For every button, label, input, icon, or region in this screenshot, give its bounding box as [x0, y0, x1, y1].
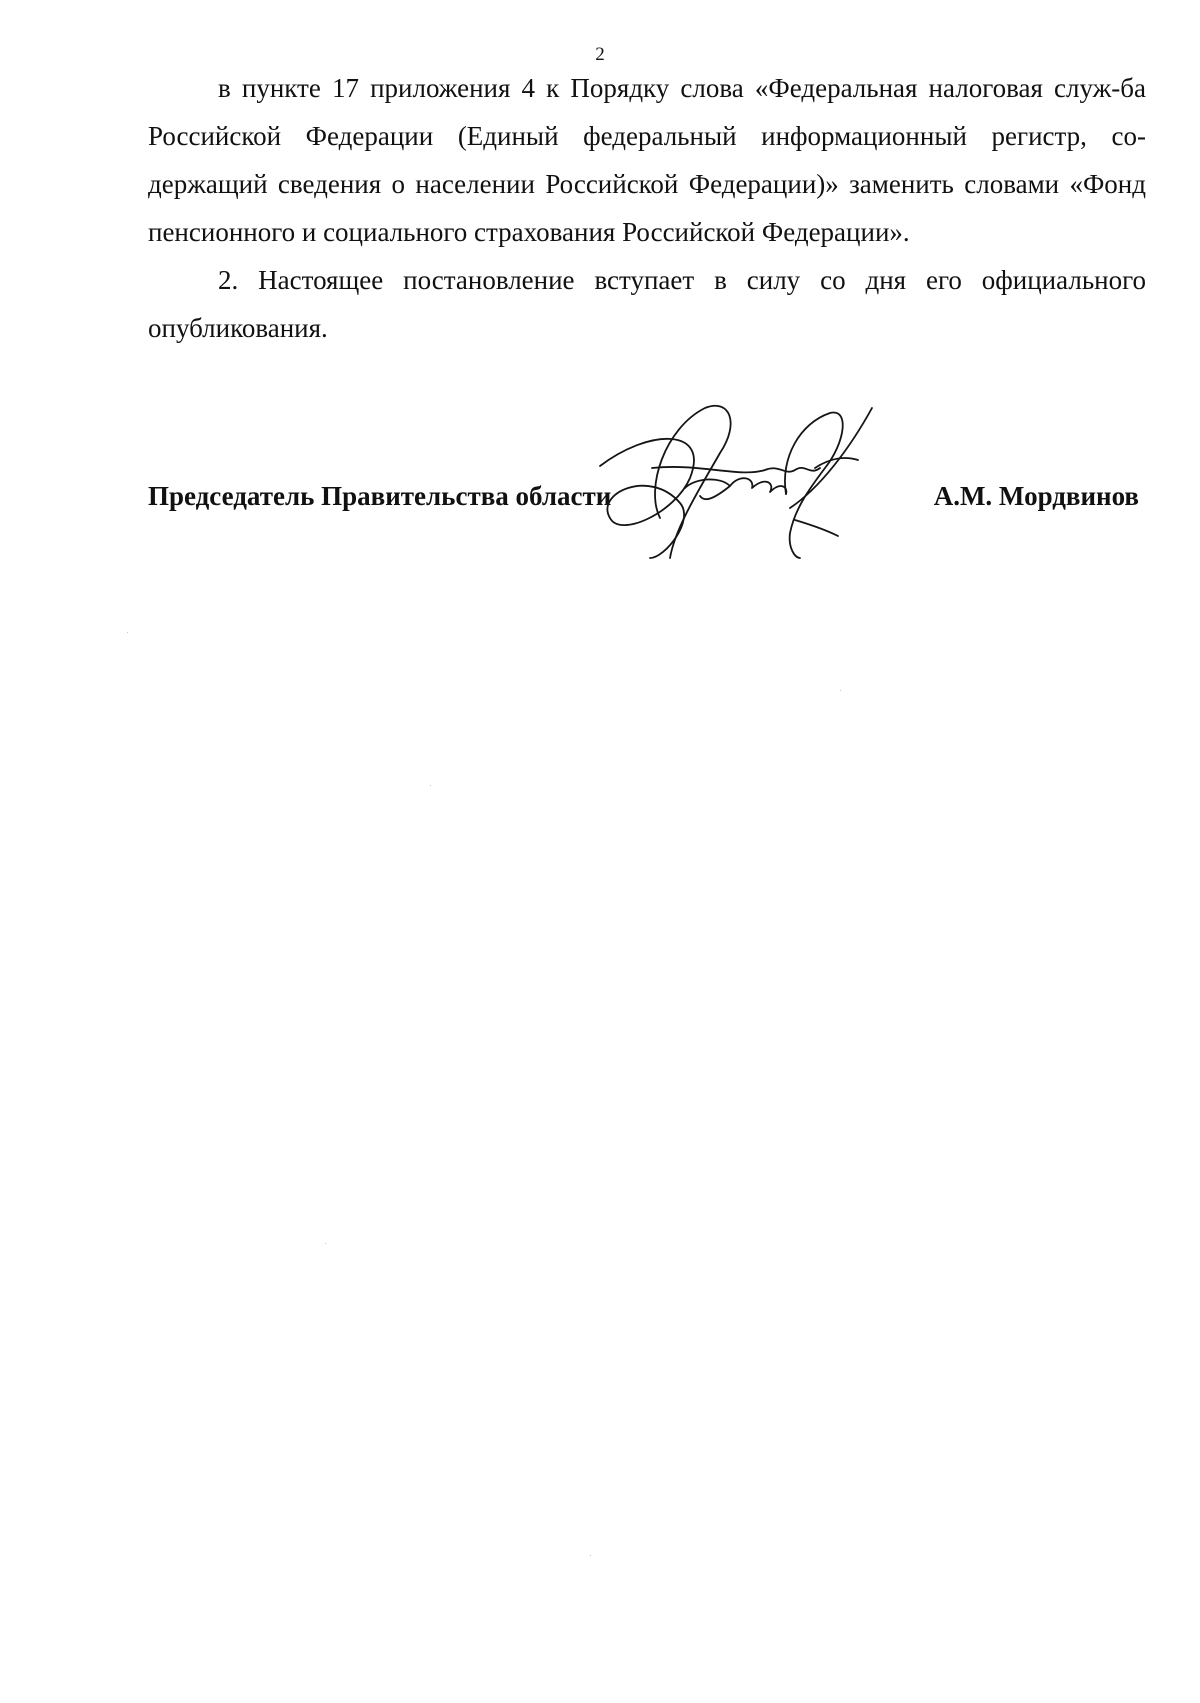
signer-position: Председатель Правительства области [148, 481, 612, 511]
scan-speck [430, 785, 431, 786]
scan-speck [325, 1243, 326, 1244]
scan-speck [127, 632, 128, 633]
scan-speck [840, 690, 841, 691]
signature-block [148, 476, 1146, 516]
signer-name: А.М. Мордвинов [933, 481, 1139, 511]
paragraph-entry-into-force: 2. Настоящее постановление вступает в силу со дня его официального опубликования. [148, 265, 1146, 343]
scan-speck [590, 1555, 591, 1556]
paragraph-amendment-item-17: в пункте 17 приложения 4 к Порядку слова «Федеральная налоговая служ-ба Российской Федерации (Единый федеральный информационный регистр, со-держащий сведения о населении Российской Федерации)» заменить словами «Фонд пенсионного и социального страхования Российской Федерации». [148, 73, 1146, 247]
page-number: 2 [595, 44, 605, 65]
document-body [148, 64, 1146, 352]
